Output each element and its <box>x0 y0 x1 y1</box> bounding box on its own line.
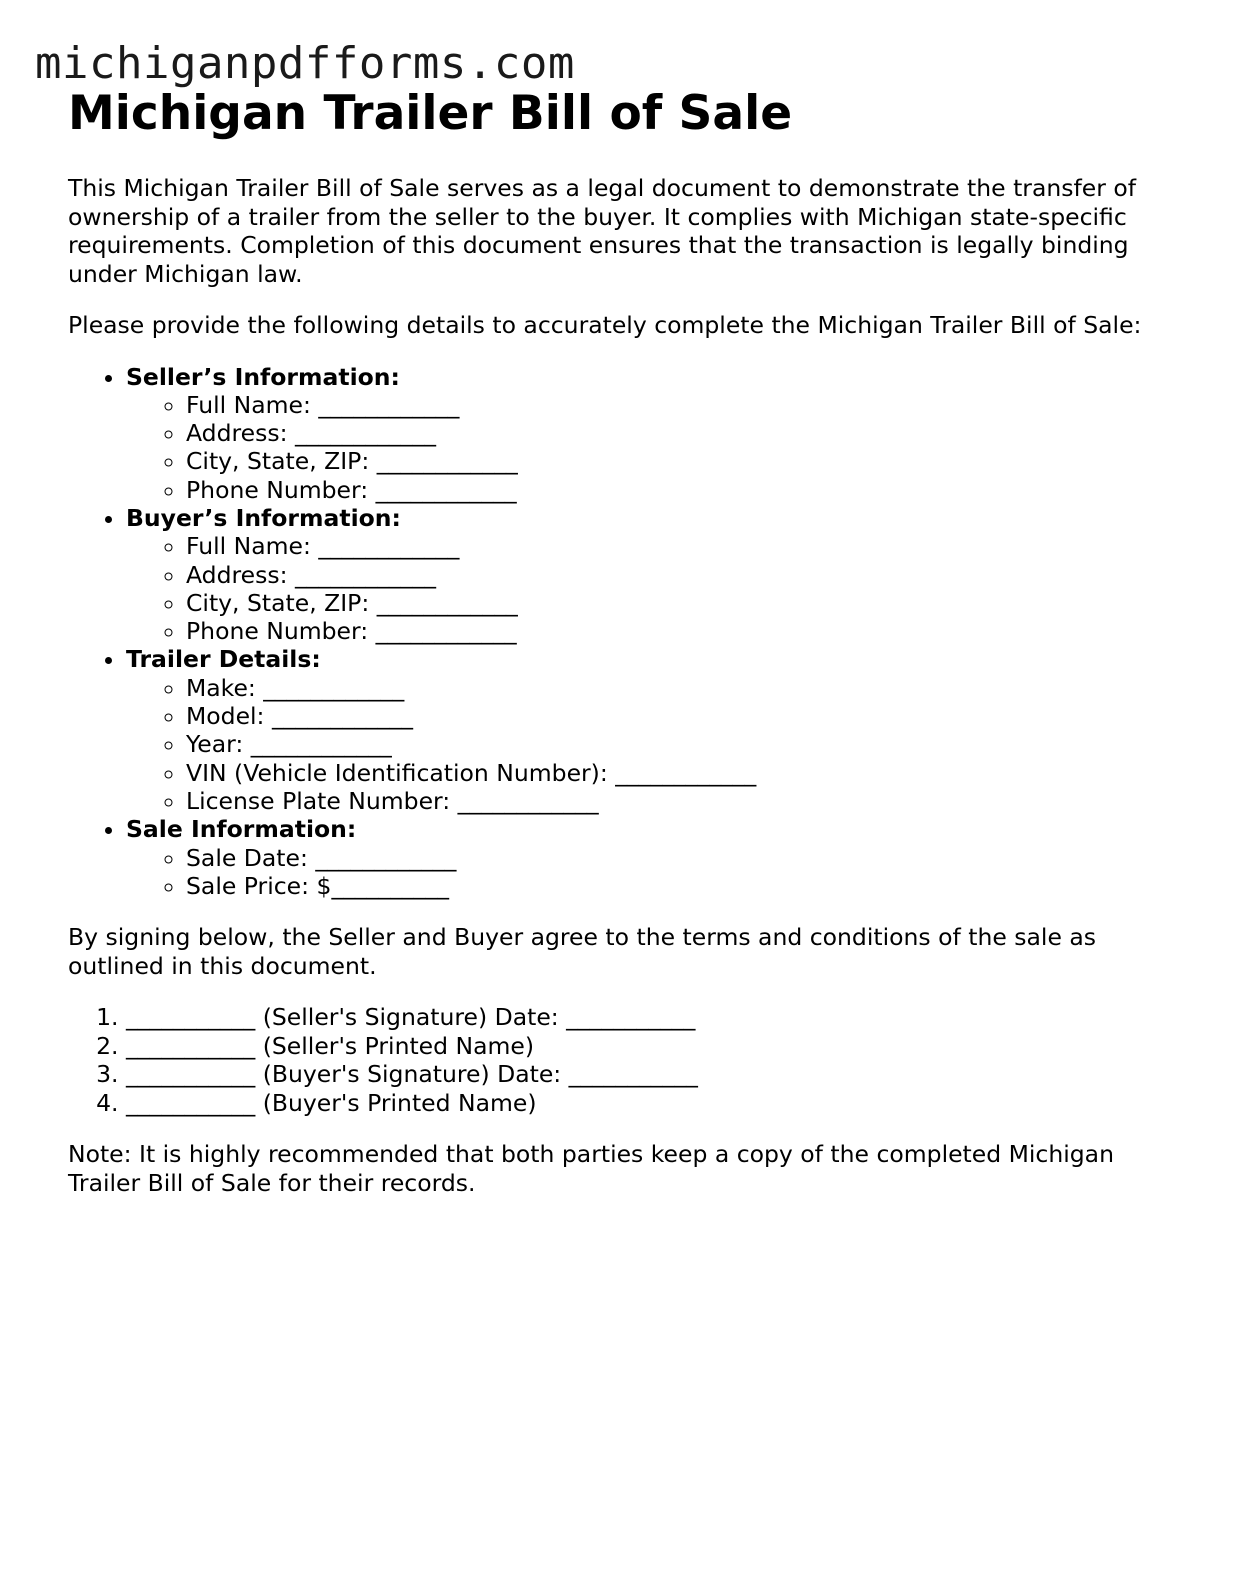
signature-buyer: 3. ___________ (Buyer's Signature) Date: ___________ <box>126 1060 1178 1089</box>
signature-list <box>68 1003 1178 1117</box>
signature-seller: 1. ___________ (Seller's Signature) Date: ___________ <box>126 1003 1178 1032</box>
section-seller-info <box>126 363 1178 504</box>
document-body <box>68 84 1178 1197</box>
section-title: Sale Information: <box>126 815 357 844</box>
field-buyer-full-name: ◦ Full Name: ____________ <box>186 532 1178 560</box>
field-trailer-vin: ◦ VIN (Vehicle Identification Number): ____________ <box>186 759 1178 787</box>
field-seller-phone: ◦ Phone Number: ____________ <box>186 476 1178 504</box>
field-seller-city-state-zip: ◦ City, State, ZIP: ____________ <box>186 447 1178 475</box>
note-paragraph: Note: It is highly recommended that both parties keep a copy of the completed Michigan Trailer Bill of Sale for their records. <box>68 1140 1114 1197</box>
field-seller-full-name: ◦ Full Name: ____________ <box>186 391 1178 419</box>
field-trailer-year: ◦ Year: ____________ <box>186 730 1178 758</box>
printed-name-seller: 2. ___________ (Seller's Printed Name) <box>126 1032 1178 1061</box>
printed-name-buyer: 4. ___________ (Buyer's Printed Name) <box>126 1089 1178 1118</box>
agreement-paragraph: By signing below, the Seller and Buyer agree to the terms and conditions of the sale as outlined in this document. <box>68 923 1097 980</box>
field-seller-address: ◦ Address: ____________ <box>186 419 1178 447</box>
section-title: Buyer’s Information: <box>126 503 401 532</box>
section-trailer-details <box>126 645 1178 815</box>
section-buyer-info <box>126 504 1178 645</box>
details-list <box>68 363 1178 901</box>
field-buyer-city-state-zip: ◦ City, State, ZIP: ____________ <box>186 589 1178 617</box>
field-buyer-address: ◦ Address: ____________ <box>186 561 1178 589</box>
section-title: Trailer Details: <box>126 645 321 674</box>
instructions-paragraph: Please provide the following details to accurately complete the Michigan Trailer Bill of Sale: <box>68 311 1142 339</box>
field-trailer-license-plate: ◦ License Plate Number: ____________ <box>186 787 1178 815</box>
sale-fields <box>126 844 1178 901</box>
page-title: Michigan Trailer Bill of Sale <box>68 86 793 141</box>
field-buyer-phone: ◦ Phone Number: ____________ <box>186 617 1178 645</box>
seller-fields <box>126 391 1178 504</box>
field-sale-date: ◦ Sale Date: ____________ <box>186 844 1178 872</box>
intro-paragraph: This Michigan Trailer Bill of Sale serves as a legal document to demonstrate the transfer of ownership of a trailer from the seller to the buyer. It complies with Michigan state-specific requirements. Completion of this document ensures that the transaction is legally binding under Michigan law. <box>68 174 1136 288</box>
section-title: Seller’s Information: <box>126 362 400 391</box>
buyer-fields <box>126 532 1178 645</box>
field-trailer-make: ◦ Make: ____________ <box>186 674 1178 702</box>
field-trailer-model: ◦ Model: ____________ <box>186 702 1178 730</box>
trailer-fields <box>126 674 1178 815</box>
field-sale-price: ◦ Sale Price: $__________ <box>186 872 1178 900</box>
watermark: michiganpdfforms.com <box>35 38 575 89</box>
section-sale-info <box>126 815 1178 900</box>
